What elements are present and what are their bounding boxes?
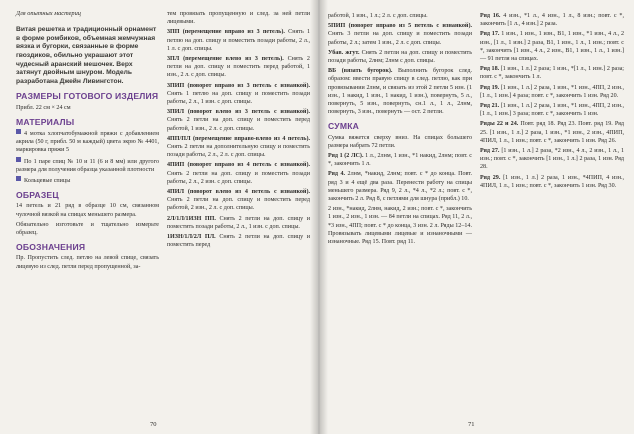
row-instruction: Ряды 22 и 24. Повт. ряд 18. Ряд 23. Повт. ряд 19. Ряд 25. [1 изн., 1 л.] 2 раза, 1 изн., *1 изн., 2 изн., 4ПИП, 4ПИЛ, 1 л., 1 изн.; повт. с *, закончить 1 изн. Ряд 26. xyxy=(480,121,624,144)
row-instruction: Ряд 16. 4 изн., *1 л., 4 изн., 1 л., 8 изн.; повт. с *, закончить [1 л., 4 изн.] 2 раза. xyxy=(480,13,624,28)
right-column-1 xyxy=(328,12,472,434)
abbr-entry: 5ПИП (поворот вправо из 5 петель с изнанкой). Снять 3 петли на доп. спицу и поместить позади работы, 2 л.; затем 1 изн., 2 л. с доп. спицы. xyxy=(328,23,472,46)
gauge-note: Обязательно изготовьте и тщательно измерьте образец. xyxy=(16,221,159,236)
material-item: Кольцевые спицы xyxy=(16,176,159,185)
row-instruction: 2 изн., *накид, 2лнм, накид, 2 изн.; повт. с *, закончить 1 изн., 2 изн., 1 изн. — 84 петли на спицах. Ряд 11, 2 л., *3 изн., 4ПП; повт. с * до конца, 3 изн. 2 л. Ряды 12–14. Провязывать лицевыми лицевые и изнаночными — изнаночные. Ряд 15. Повт. ряд 11. xyxy=(328,206,472,246)
section-heading-bag: СУМКА xyxy=(328,121,360,132)
bullet-icon xyxy=(16,129,21,134)
section-heading-gauge: ОБРАЗЕЦ xyxy=(16,190,59,201)
abbr-entry: 4ПП/ПЛ (перемещение вправо-влево из 4 петель). Снять 2 петли на дополнительную спицу и поместить позади работы, 2 л., 2 л. с доп. спицы. xyxy=(167,135,310,159)
left-column-1 xyxy=(16,10,159,434)
row-instruction: Ряд 18. [1 изн., 1 л.] 2 раза; 1 изн., *[1 л., 1 изн.] 2 раза; повт. с *, закончить 1 л. xyxy=(480,66,625,81)
material-item: 4 мотка хлопчатобумажной пряжи с добавлением акрила (50 г, прибл. 50 м каждый) цвета экрю № 4401, маркировка пряжи 5 xyxy=(16,130,159,154)
right-page xyxy=(318,0,634,434)
row-instruction: Ряд 1 (2 ЛС). 1 л., 2лнм, 1 изн., *1 накид, 2лнм; повт. с *, закончить 1 л. xyxy=(328,153,472,168)
bullet-icon xyxy=(16,176,21,181)
abbr-entry: 2Л/1Л/1ИЗН ПП. Снять 2 петли на доп. спицу и поместить позади работы, 2 л., 1 изн. с доп. спицы. xyxy=(167,215,310,230)
row-instruction: Ряд 21. [1 изн., 1 л.] 2 раза, 1 изн., *1 изн., 4ПП, 2 изн., [1 л., 1 изн.] 3 раза; повт. с *, закончить 1 изн. xyxy=(480,103,624,118)
material-item: По 1 паре спиц № 10 и 11 (6 и 8 мм) или другого размера для получения образца указанной плотности xyxy=(16,158,159,173)
section-heading-materials: МАТЕРИАЛЫ xyxy=(16,116,75,127)
abbr-entry: 4ПИП (поворот вправо из 4 петель с изнанкой). Снять 2 петли на доп. спицу и поместить позади работы, 2 л., 2 изн. с доп. спицы. xyxy=(167,162,310,185)
bullet-icon xyxy=(16,157,21,162)
abbr-entry: тем провязать пропущенную и след. за ней петли лицевыми. xyxy=(167,11,310,26)
page-number-left: 70 xyxy=(150,421,157,428)
bag-intro: Сумка вяжется сверху вниз. На спицах большего размера набрать 72 петли. xyxy=(328,134,472,149)
abbr-entry: 3ПП (перемещение вправо из 3 петель). Снять 1 петлю на доп. спицу и поместить позади работы, 2 л., 1 л. с доп. спицы. xyxy=(167,29,310,52)
running-head: Для опытных мастериц xyxy=(16,10,81,17)
row-instruction: Ряд 27. [1 изн., 1 л.] 2 раза, *2 изн., 4 л., 2 изн., 1 л., 1 изн.; повт. с *, закончить [1 изн., 1 л.] 2 раза, 1 изн. Ряд 28. xyxy=(480,148,624,171)
left-column-2 xyxy=(167,10,310,434)
abbr-entry: 3ПИЛ (поворот влево из 3 петель с изнанкой). Снять 2 петли на доп. спицу и поместить перед работой, 1 изн., 2 л. с доп. спицы. xyxy=(167,109,310,132)
abbr-entry: 1ИЗН/1Л/2Л ПЛ. Снять 2 петли на доп. спицу и поместить перед xyxy=(167,234,311,249)
abbr-entry: 3ПЛ (перемещение влево из 3 петель). Снять 2 петли на доп. спицу и поместить перед работой, 1 изн., 2 л. с доп. спицы. xyxy=(167,56,310,79)
page-number-right: 71 xyxy=(468,421,475,428)
right-column-2 xyxy=(480,12,624,434)
abbr-entry: 3ПИП (поворот вправо из 3 петель с изнанкой). Снять 1 петлю на доп. спицу и поместить позади работы, 2 л., 1 изн. с доп. спицы. xyxy=(167,82,310,106)
abbr-entry: 4ПИЛ (поворот влево из 4 петель с изнанкой). Снять 2 петли на доп. спицу и поместить перед работой, 2 изн., 2 л. с доп. спицы. xyxy=(167,189,310,212)
abbr-entry: работой, 1 изн., 1 л.; 2 л. с доп. спицы. xyxy=(328,13,428,19)
intro-paragraph: Витая решетка и традиционный орнамент в форме ромбиков, объемная жемчужная вязка и бугорки, связанные в форме гвоздиков, обильно украшают этот чудесный аранский мешочек. Верх затянут двойным шнуром. Модель разработана Джейн Ливингстон. xyxy=(16,26,157,85)
section-heading-sizes: РАЗМЕРЫ ГОТОВОГО ИЗДЕЛИЯ xyxy=(16,91,159,102)
abbreviations-text: Пр. Пропустить след. петлю на левой спице, связать лицевую из след. петли перед пропущенной, за- xyxy=(16,255,159,270)
row-instruction: Ряд 29. [1 изн., 1 л.] 2 раза, 1 изн., *4ПИП, 4 изн., 4ПИЛ, 1 л., 1 изн.; повт. с *, закончить 1 изн. Ряд 30. xyxy=(480,174,624,189)
row-instruction: Ряд 17. 1 изн., 1 изн., 1 изн., В1, 1 изн., *1 изн., 4 л., 2 изн., [1 л., 1 изн.] 2 раза, В1, 1 изн., 1 л., 1 изн.; повт. с *, закончить [1 изн., 4 л., 2 изн., В1, 1 изн., 1 л., 1 изн.] — 91 петля на спицах. xyxy=(480,31,624,63)
abbr-entry: ВБ (вязать бугорок). Выполнить бугорок след. образом: ввести правую спицу в след. петлю, как при провязывании 2лнм, и связать из этой 2 петли 5 изн. (1 изн., 1 накид, 1 изн., 1 накид, 1 изн.), повернуть, 5 л., повернуть, 5 изн., повернуть, сн.1 л., 1 л., 2лнм, повернуть, 3 изн., повернуть — ост. 2 петли. xyxy=(328,68,472,116)
gauge-text: 14 петель и 21 ряд в образце 10 см, связанном чулочной вязкой на спицах меньшего размера. xyxy=(16,203,159,218)
abbr-entry: Убав. жгут. Снять 2 петли на доп. спицу и поместить позади работы, 2лнм; 2лнм с доп. спицы. xyxy=(328,49,472,65)
sizes-text: Прибл. 22 см × 24 см xyxy=(16,104,71,111)
section-heading-abbreviations: ОБОЗНАЧЕНИЯ xyxy=(16,242,86,253)
row-instruction: Ряд 4. 2лнм, *накид, 2лнм; повт. с * до конца. Повт. ряд 3 и 4 ещё два раза. Перенести работу на спицы меньшего размера. Ряд 9, 2 л., *4 л., *2 л.; повт. с *, закончить 2 л. Ряд 8, с петлями для шнура (прибл.) 10. xyxy=(328,171,472,203)
row-instruction: Ряд 19. [1 изн., 1 л.] 2 раза, 1 изн., *1 изн., 4ПП, 2 изн., [1 л., 1 изн.] 4 раза; повт. с *, закончить 1 изн. Ряд 20. xyxy=(480,84,624,99)
